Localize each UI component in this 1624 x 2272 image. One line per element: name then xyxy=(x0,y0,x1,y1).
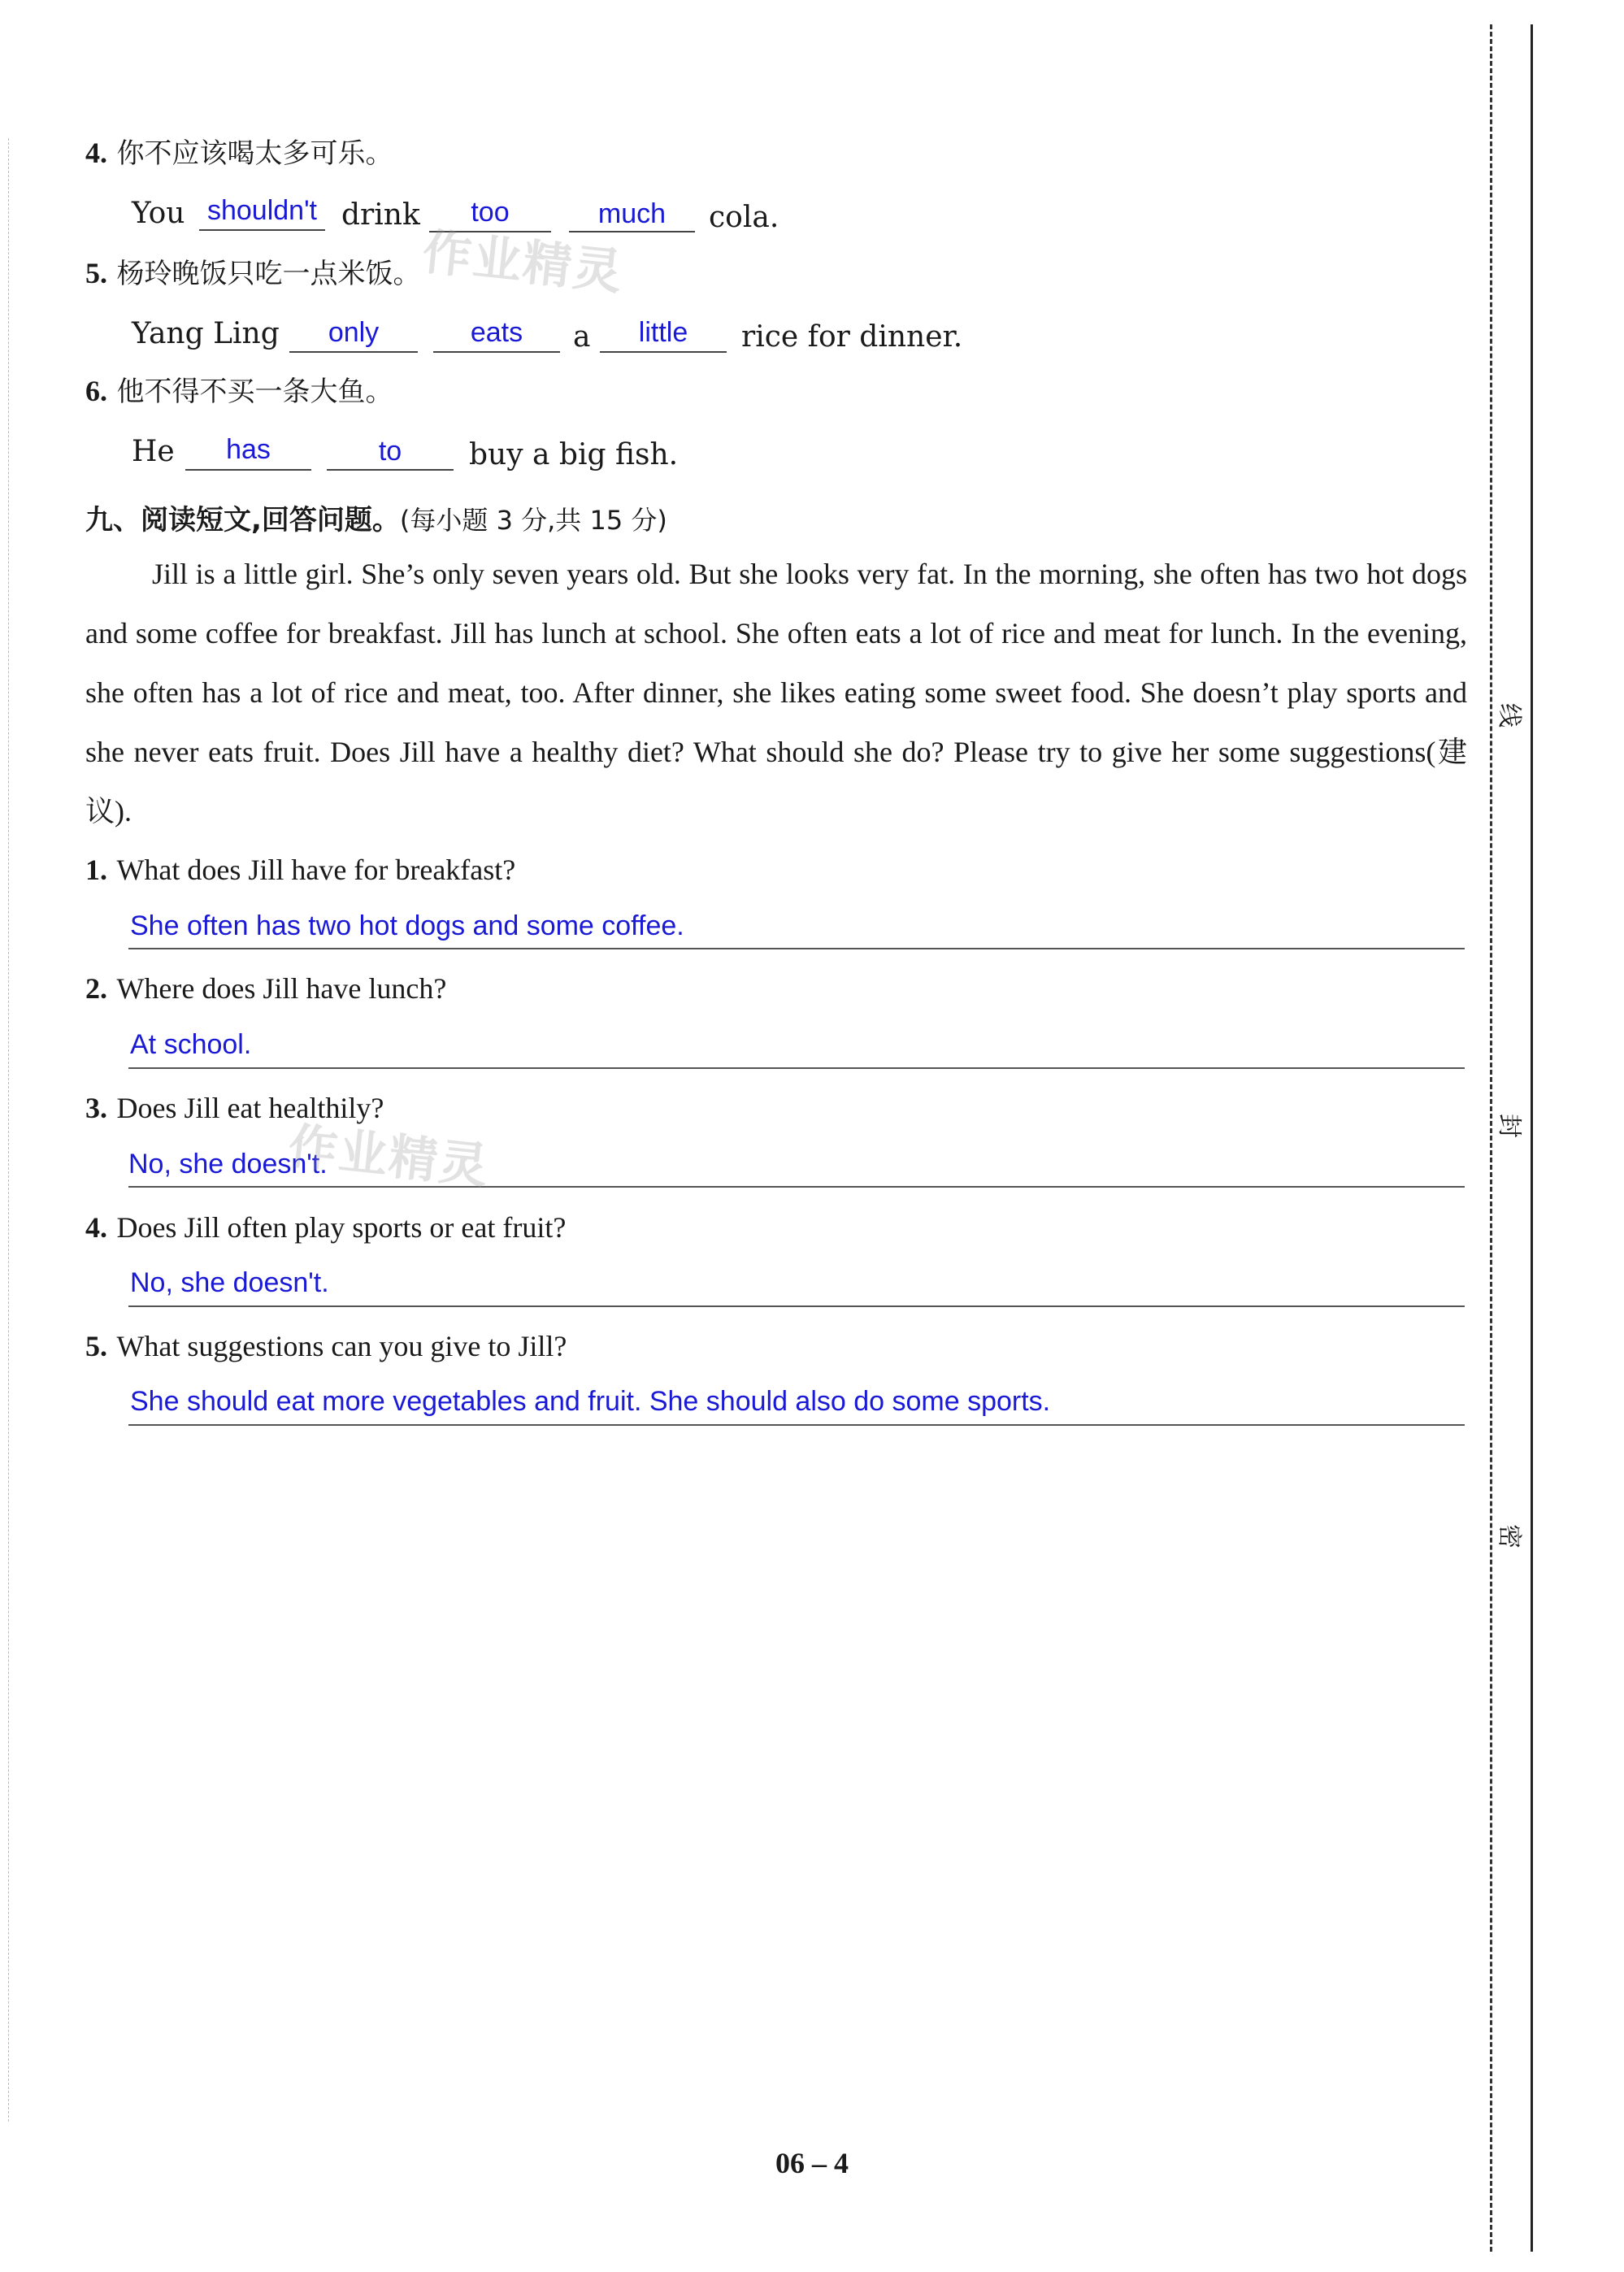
q6-answer-2: to xyxy=(378,436,402,467)
reading-question-5 xyxy=(85,1331,567,1362)
question-number: 3. xyxy=(85,1092,107,1124)
q6-blank-2 xyxy=(327,469,454,471)
watermark-1: 作业精灵 xyxy=(419,224,627,302)
q5-blank-2 xyxy=(433,351,560,353)
q6-word-he: He xyxy=(132,435,175,468)
reading-passage: Jill is a little girl. She’s only seven years old. But she looks very fat. In the morning, she often has two hot dogs and some coffee for breakfast. Jill has lunch at school. She often eats a lot of rice and meat for lunch. In the evening, she often has a lot of rice and meat, too. After dinner, she likes eating some sweet food. She doesn’t play sports and she never eats fruit. Does Jill have a healthy diet? What should she do? Please try to give her some suggestions(建议). xyxy=(85,558,1467,828)
question-text: Where does Jill have lunch? xyxy=(116,972,447,1005)
answer-line-4 xyxy=(128,1305,1465,1307)
q4-answer-1: shouldn't xyxy=(206,195,318,226)
q4-blank-1 xyxy=(199,229,325,231)
q5-answer-2: eats xyxy=(470,317,523,348)
watermark-2: 作业精灵 xyxy=(285,1118,493,1196)
answer-line-2 xyxy=(128,1067,1465,1069)
question-number: 5. xyxy=(85,257,107,289)
reading-question-1 xyxy=(85,855,515,885)
reading-answer-4: No, she doesn't. xyxy=(130,1267,329,1298)
question-number: 6. xyxy=(85,375,107,407)
q6-answer-1: has xyxy=(226,434,271,465)
binding-label-seal: 封 xyxy=(1494,1110,1530,1142)
question-text: Does Jill eat healthily? xyxy=(116,1092,384,1124)
question-6-cn xyxy=(85,376,393,406)
question-text: 他不得不买一条大鱼。 xyxy=(116,376,393,408)
section-heading xyxy=(85,497,667,537)
q4-word-cola: cola. xyxy=(709,201,779,234)
answer-line-1 xyxy=(128,948,1465,949)
question-text: What does Jill have for breakfast? xyxy=(116,854,516,886)
q6-blank-1 xyxy=(185,469,311,471)
question-text: 杨玲晚饭只吃一点米饭。 xyxy=(116,258,421,290)
binding-label-line: 线 xyxy=(1494,699,1530,732)
binding-solid-line xyxy=(1531,24,1533,2252)
q4-word-drink: drink xyxy=(341,198,420,232)
question-4-cn xyxy=(85,138,393,168)
q5-answer-3: little xyxy=(638,317,688,348)
binding-label-secret: 密 xyxy=(1494,1520,1530,1553)
question-number: 2. xyxy=(85,972,107,1005)
q5-blank-3 xyxy=(600,351,727,353)
answer-line-5 xyxy=(128,1424,1465,1426)
q4-answer-2: too xyxy=(471,197,510,228)
q5-word-a: a xyxy=(573,320,591,354)
q5-answer-1: only xyxy=(328,317,380,348)
q5-word-rest: rice for dinner. xyxy=(741,320,963,354)
left-edge-mark xyxy=(8,138,9,2122)
question-number: 5. xyxy=(85,1330,107,1362)
reading-question-2 xyxy=(85,974,446,1004)
question-5-cn xyxy=(85,258,420,289)
q4-word-you: You xyxy=(132,197,185,230)
question-text: 你不应该喝太多可乐。 xyxy=(116,137,393,170)
question-text: What suggestions can you give to Jill? xyxy=(116,1330,567,1362)
question-text: Does Jill often play sports or eat fruit? xyxy=(116,1211,567,1244)
reading-answer-1: She often has two hot dogs and some coffee. xyxy=(130,910,684,941)
reading-answer-2: At school. xyxy=(130,1029,252,1060)
reading-answer-3: No, she doesn't. xyxy=(128,1149,328,1179)
reading-question-4 xyxy=(85,1213,566,1243)
section-title: 九、阅读短文,回答问题。 xyxy=(85,504,400,537)
section-score: (每小题 3 分,共 15 分) xyxy=(399,505,667,536)
question-number: 4. xyxy=(85,137,107,169)
reading-answer-5: She should eat more vegetables and fruit. She should also do some sports. xyxy=(130,1386,1051,1417)
binding-dashed-line xyxy=(1490,24,1492,2252)
q6-word-rest: buy a big fish. xyxy=(469,438,679,471)
question-number: 1. xyxy=(85,854,107,886)
q5-word-yangling: Yang Ling xyxy=(132,317,280,350)
page-number: 06 – 4 xyxy=(775,2147,849,2179)
answer-line-3 xyxy=(128,1186,1465,1188)
q4-answer-3: much xyxy=(597,198,667,229)
question-number: 4. xyxy=(85,1211,107,1244)
q5-blank-1 xyxy=(289,351,418,353)
